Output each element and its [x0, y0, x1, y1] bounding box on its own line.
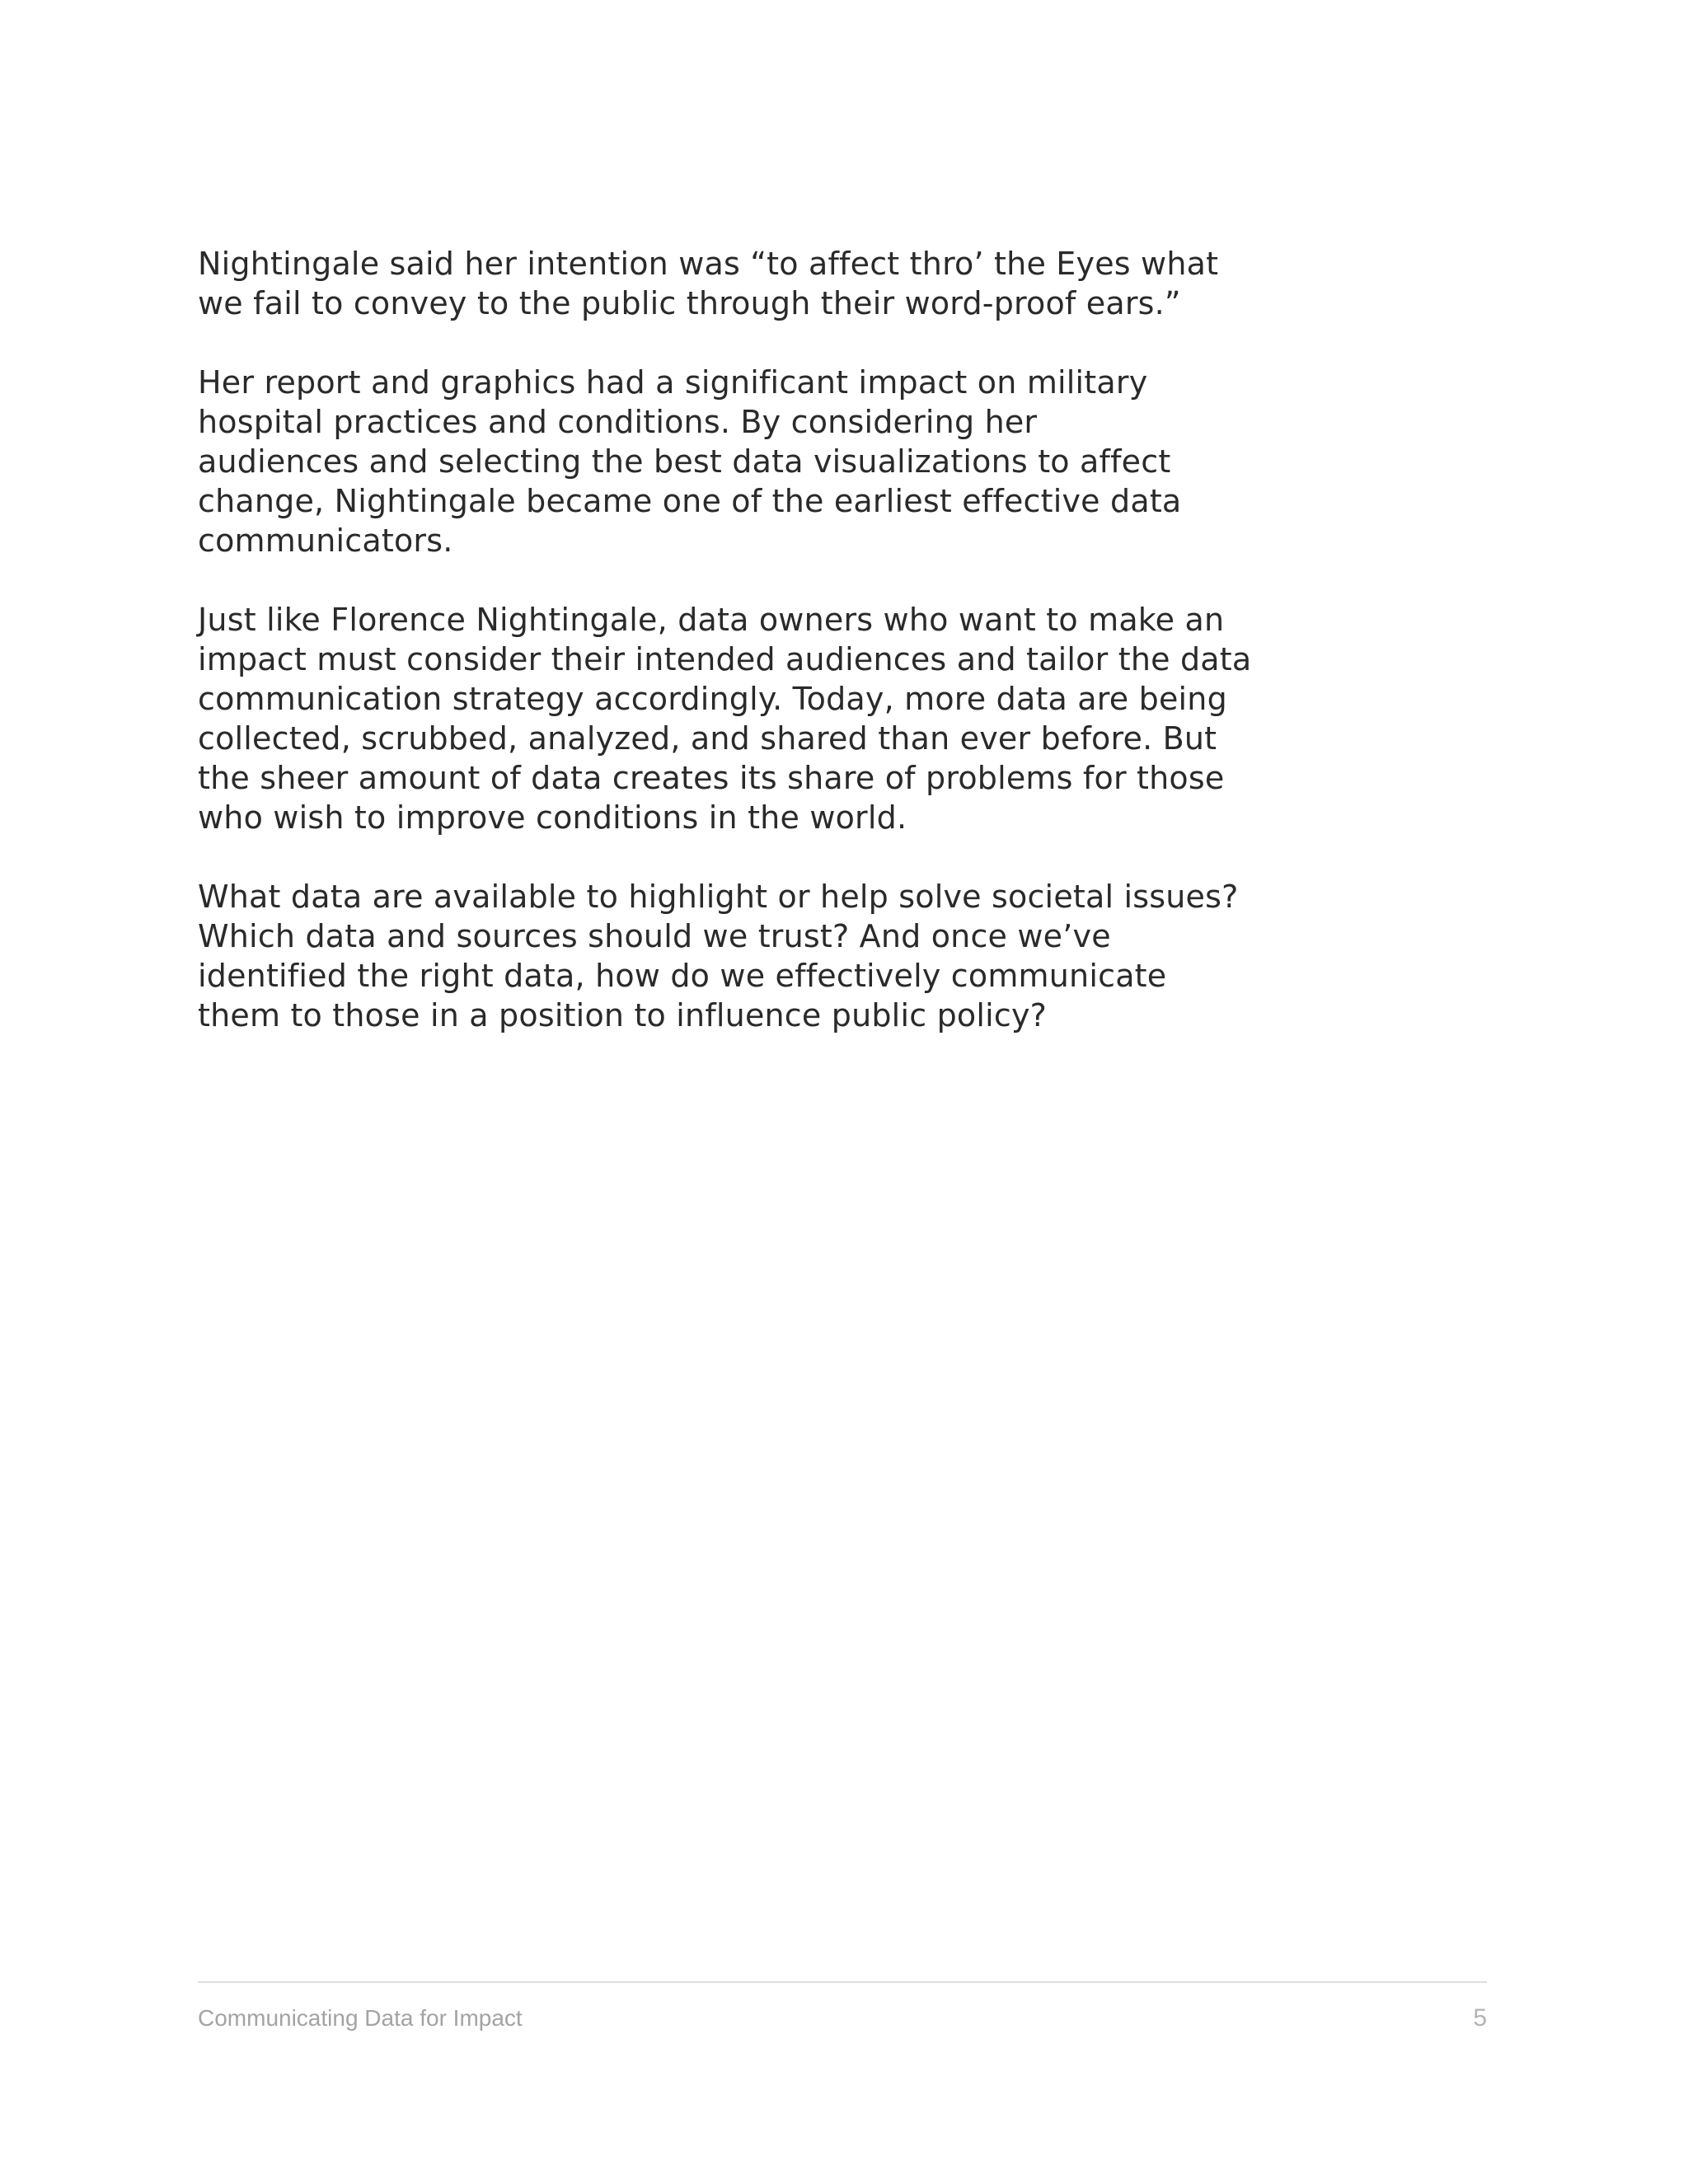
- footer-document-title: Communicating Data for Impact: [198, 2005, 523, 2031]
- text-line: who wish to improve conditions in the world.: [198, 799, 907, 836]
- text-line: collected, scrubbed, analyzed, and shared than ever before. But: [198, 720, 1217, 757]
- text-line: hospital practices and conditions. By considering her: [198, 404, 1038, 440]
- paragraph: [198, 877, 1239, 1035]
- text-line: What data are available to highlight or help solve societal issues?: [198, 879, 1239, 915]
- paragraph: [198, 244, 1219, 323]
- text-line: change, Nightingale became one of the earliest effective data: [198, 483, 1182, 519]
- paragraph: [198, 363, 1203, 560]
- body-text: [198, 244, 1252, 1075]
- text-line: impact must consider their intended audiences and tailor the data: [198, 641, 1252, 677]
- text-line: communication strategy accordingly. Today, more data are being: [198, 681, 1227, 717]
- text-line: we fail to convey to the public through their word-proof ears.”: [198, 285, 1181, 321]
- text-line: audiences and selecting the best data visualizations to affect: [198, 443, 1171, 480]
- text-line: the sheer amount of data creates its share of problems for those: [198, 760, 1225, 796]
- page-number: 5: [1473, 2004, 1487, 2032]
- footer-divider: [198, 1981, 1487, 1983]
- text-line: Her report and graphics had a significant impact on military: [198, 364, 1148, 401]
- text-line: Which data and sources should we trust? And once we’ve: [198, 918, 1111, 954]
- text-line: communicators.: [198, 523, 453, 559]
- text-line: them to those in a position to influence public policy?: [198, 997, 1048, 1033]
- paragraph: [198, 600, 1252, 837]
- text-line: identified the right data, how do we effectively communicate: [198, 958, 1167, 994]
- text-line: Nightingale said her intention was “to affect thro’ the Eyes what: [198, 246, 1219, 282]
- text-line: Just like Florence Nightingale, data owners who want to make an: [198, 602, 1225, 638]
